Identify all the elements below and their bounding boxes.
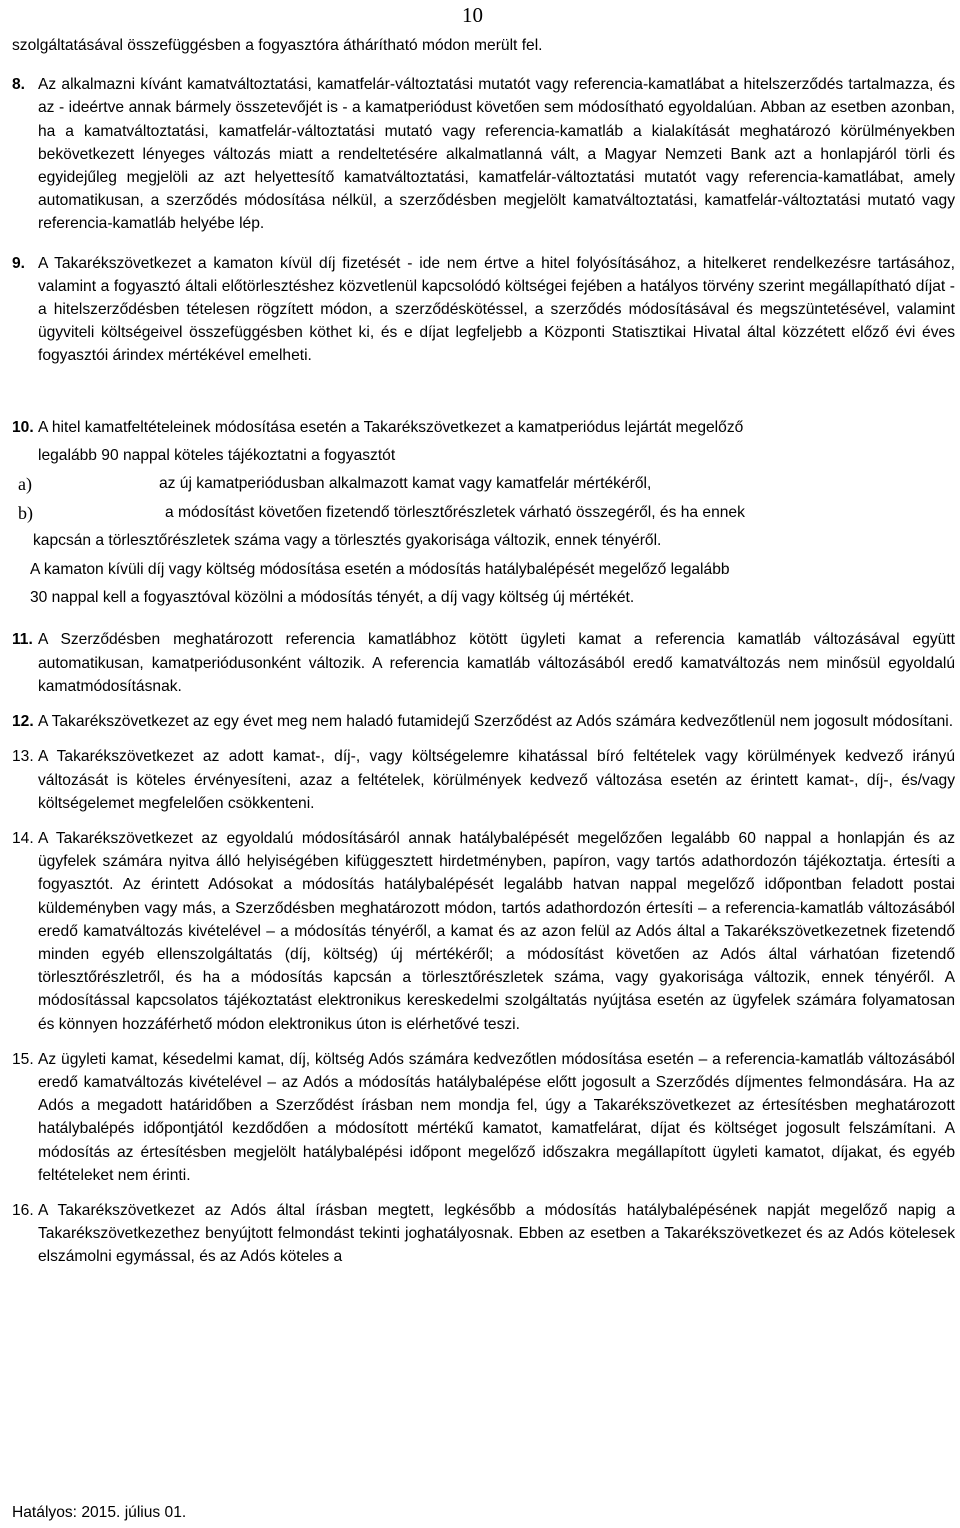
clause-10-sub-a: [12, 470, 955, 498]
sub-text: az új kamatperiódusban alkalmazott kamat vagy kamatfelár mértékéről,: [159, 475, 652, 493]
clause-number: 14.: [12, 829, 34, 847]
intro-line: szolgáltatásával összefüggésben a fogyasztóra áthárítható módon merült fel.: [12, 37, 543, 54]
clause-8: [12, 73, 955, 235]
clause-10-line-1: A hitel kamatfeltételeinek módosítása esetén a Takarékszövetkezet a kamatperiódus lejártát megelőző: [38, 418, 744, 436]
sub-letter: a): [18, 474, 32, 495]
page-number: 10: [462, 3, 483, 27]
clause-10-sub-b-continuation: kapcsán a törlesztőrészletek száma vagy a törlesztés gyakorisága változik, ennek tényéről.: [33, 532, 662, 550]
sub-text: a módosítást követően fizetendő törlesztőrészletek várható összegéről, és ha ennek: [165, 503, 745, 521]
clause-number: 9.: [12, 254, 26, 272]
clause-number: 12.: [12, 713, 34, 731]
clause-9: [12, 252, 955, 368]
clause-10-fee-line-1: A kamaton kívüli díj vagy költség módosítása esetén a módosítás hatálybalépését megelőző legalább: [30, 560, 730, 578]
clause-13: [12, 745, 955, 815]
clause-10-fee-line-2: 30 nappal kell a fogyasztóval közölni a módosítás tényét, a díj vagy költség új mértékét.: [30, 589, 635, 607]
clause-11: [12, 628, 955, 698]
clause-text: Az alkalmazni kívánt kamatváltoztatási, kamatfelár-változtatási mutatót vagy referencia-kamatlábat a hitelszerződés tartalmazza, és az - ideértve annak bármely összetevőjét is - a kamatperiódust követően sem módosítható egyoldalúan. Abban az esetben azonban, ha a kamatváltoztatási, kamatfelár-változtatási mutató vagy referencia-kamatláb a kialakítását meghatározó körülményekben bekövetkezett lényeges változás miatt a rendeltetésére alkalmatlanná vált, a Magyar Nemzeti Bank azt a honlapjáról törli és egyidejűleg megjelöli az azt helyettesítő kamatváltoztatási, kamatfelár-változtatási mutatót vagy referencia-kamatlábat, amely automatikusan, a szerződés módosítása nélkül, a szerződésben megjelölt kamatváltoztatási, kamatfelár-változtatási mutató vagy referencia-kamatláb helyébe lép.: [38, 76, 955, 233]
clause-16: [12, 1199, 955, 1269]
footer-effective-date: Hatályos: 2015. július 01.: [12, 1504, 187, 1521]
clause-10: [12, 414, 955, 471]
clause-number: 13.: [12, 748, 34, 766]
clause-text: A Takarékszövetkezet az egy évet meg nem haladó futamidejű Szerződést az Adós számára kedvezőtlenül nem jogosult módosítani.: [38, 713, 954, 731]
clause-number: 16.: [12, 1201, 34, 1219]
sub-letter: b): [18, 502, 33, 523]
clause-text: A Takarékszövetkezet az egyoldalú módosításáról annak hatálybalépését megelőzően legalább 60 nappal a honlapján és az ügyfelek számára nyitva álló helyiségében kifüggesztett hirdetményben, papíron, vagy tartós adathordozón tájékoztatja. értesíti a fogyasztót. Az érintett Adósokat a módosítás hatálybalépését legalább hatvan nappal megelőző időpontban feladott postai küldeményben vagy más, a Szerződésben meghatározott módon, tartós adathordozón értesíti – a referencia-kamatláb változásából eredő kamatváltozás kivételével – a módosítás tényéről, a kamat és az azon felül az Adós által a Takarékszövetkezetnek fizetendő minden egyéb ellenszolgáltatás (díj, költség) új mértékéről; a módosítást követően az Adós által várhatóan fizetendő törlesztőrészletről, és ha a módosítás kapcsán a törlesztőrészletek száma, vagy gyakorisága változik, ennek tényéről. A módosítással kapcsolatos tájékoztatást elektronikus kereskedelmi szolgáltatás nyújtása esetén az ügyfelek számára folyamatosan és könnyen hozzáférhető módon elektronikus úton is elérhetővé teszi.: [38, 829, 955, 1033]
clause-15: [12, 1048, 955, 1187]
clause-text: A Takarékszövetkezet az adott kamat-, díj-, vagy költségelemre kihatással bíró feltételek vagy körülmények kedvező irányú változását is köteles érvényesíteni, azaz a feltételek, körülmények kedvező változása esetén az érintett kamat-, díj-, és/vagy költségelemet megfelelően csökkenteni.: [38, 748, 955, 812]
clause-text: A Takarékszövetkezet a kamaton kívül díj fizetését - ide nem értve a hitel folyósításához, a hitelkeret rendelkezésre tartásához, valamint a fogyasztó általi előtörlesztéshez közvetlenül kapcsolódó költségei fejében a hatályos törvény szerint megállapítható díjat - a hitelszerződésben tételesen rögzített módon, a szerződéskötéssel, a szerződés módosításával és megszüntetésével, valamint ügyviteli költségeivel összefüggésben köthet ki, és e díjat legfeljebb a Központi Statisztikai Hivatal által közzétett előző évi éves fogyasztói árindex mértékével emelheti.: [38, 254, 955, 365]
clause-text: A Szerződésben meghatározott referencia kamatlábhoz kötött ügyleti kamat a referencia kamatláb változásával együtt automatikusan, kamatperiódusonként változik. A referencia kamatláb változásából eredő kamatváltozás nem minősül egyoldalú kamatmódosításnak.: [38, 631, 955, 695]
clause-number: 10.: [12, 418, 34, 436]
clause-number: 15.: [12, 1050, 34, 1068]
clause-14: [12, 827, 955, 1036]
clause-number: 8.: [12, 76, 26, 94]
clause-text: A Takarékszövetkezet az Adós által írásban megtett, legkésőbb a módosítás hatálybalépésének napját megelőző napig a Takarékszövetkezethez benyújtott felmondást tekinti joghatályosnak. Ebben az esetben a Takarékszövetkezet és az Adós kötelesek elszámolni egymással, és az Adós köteles a: [38, 1201, 955, 1266]
clause-number: 11.: [12, 631, 33, 649]
clause-12: [12, 710, 955, 733]
clause-10-sub-b: [12, 499, 955, 527]
clause-10-line-2: legalább 90 nappal köteles tájékoztatni a fogyasztót: [38, 447, 396, 465]
clause-text: Az ügyleti kamat, késedelmi kamat, díj, költség Adós számára kedvezőtlen módosítása esetén – a referencia-kamatláb változásából eredő kamatváltozás kivételével – az Adós a módosítás hatálybalépése előtt jogosult a Szerződés díjmentes felmondására. Ha az Adós a megadott határidőben a Szerződést írásban nem mondja fel, úgy a Takarékszövetkezet az értesítésben meghatározott hatálybalépés időpontjától kezdődően a módosított mértékű kamatot, kamatfelárat, díjat és költséget jogosult felszámítani. A módosítás az értesítésben megjelölt hatálybalépési időpont megelőző időszakra megállapított ügyleti kamatot, díjakat, és egyéb feltételeket nem érinti.: [38, 1050, 955, 1184]
document-body: [12, 34, 955, 1269]
